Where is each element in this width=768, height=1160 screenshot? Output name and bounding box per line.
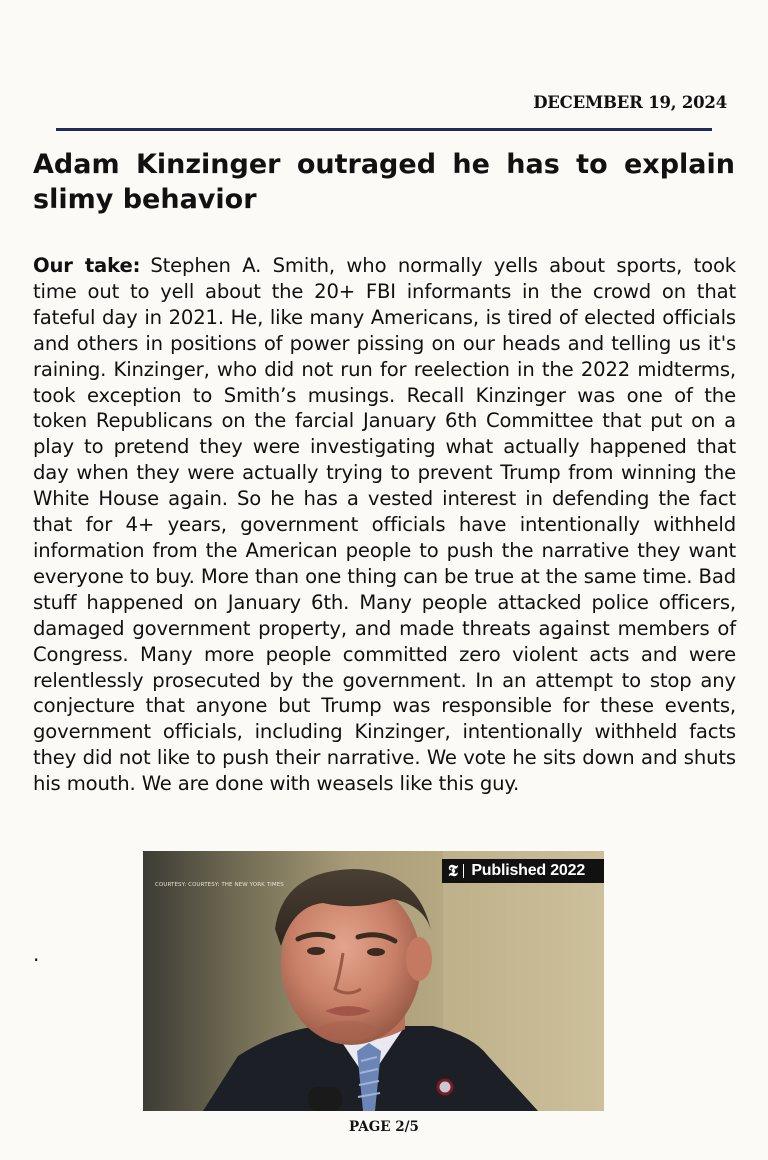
article-date: DECEMBER 19, 2024 (533, 93, 727, 112)
article-headline: Adam Kinzinger outraged he has to explain slimy behavior (33, 149, 735, 215)
published-badge (442, 859, 604, 883)
page-number: PAGE 2/5 (349, 1119, 419, 1135)
article-photo (143, 851, 604, 1111)
article-body (33, 253, 736, 797)
article-body-text: Stephen A. Smith, who normally yells about sports, took time out to yell about the 20+ FBI informants in the crowd on that fateful day in 2021. He, like many Americans, is tired of elected officials and others in positions of power pissing on our heads and telling us it's raining. Kinzinger, who did not run for reelection in the 2022 midterms, took exception to Smith’s musings. Recall Kinzinger was one of the token Republicans on the farcial January 6th Committee that put on a play to pretend they were investigating what actually happened that day when they were actually trying to prevent Trump from winning the White House again. So he has a vested interest in defending the fact that for 4+ years, government officials have intentionally withheld information from the American people to push the narrative they want everyone to buy. More than one thing can be true at the same time. Bad stuff happened on January 6th. Many people attacked police officers, damaged government property, and made threats against members of Congress. Many more people committed zero violent acts and were relentlessly prosecuted by the government. In an attempt to stop any conjecture that anyone but Trump was responsible for these events, government officials, including Kinzinger, intentionally withheld facts they did not like to push their narrative. We vote he sits down and shuts his mouth. We are done with weasels like this guy. (33, 254, 736, 796)
photo-credit: COURTESY: COURTESY: THE NEW YORK TIMES (155, 882, 284, 888)
photo-illustration (143, 851, 604, 1111)
badge-separator (463, 864, 465, 878)
lead-label: Our take: (33, 254, 141, 277)
published-label: Published 2022 (471, 862, 586, 879)
trailing-mark: . (33, 942, 40, 966)
nyt-logo-icon: 𝕿 (448, 861, 458, 880)
header-divider (56, 128, 712, 131)
